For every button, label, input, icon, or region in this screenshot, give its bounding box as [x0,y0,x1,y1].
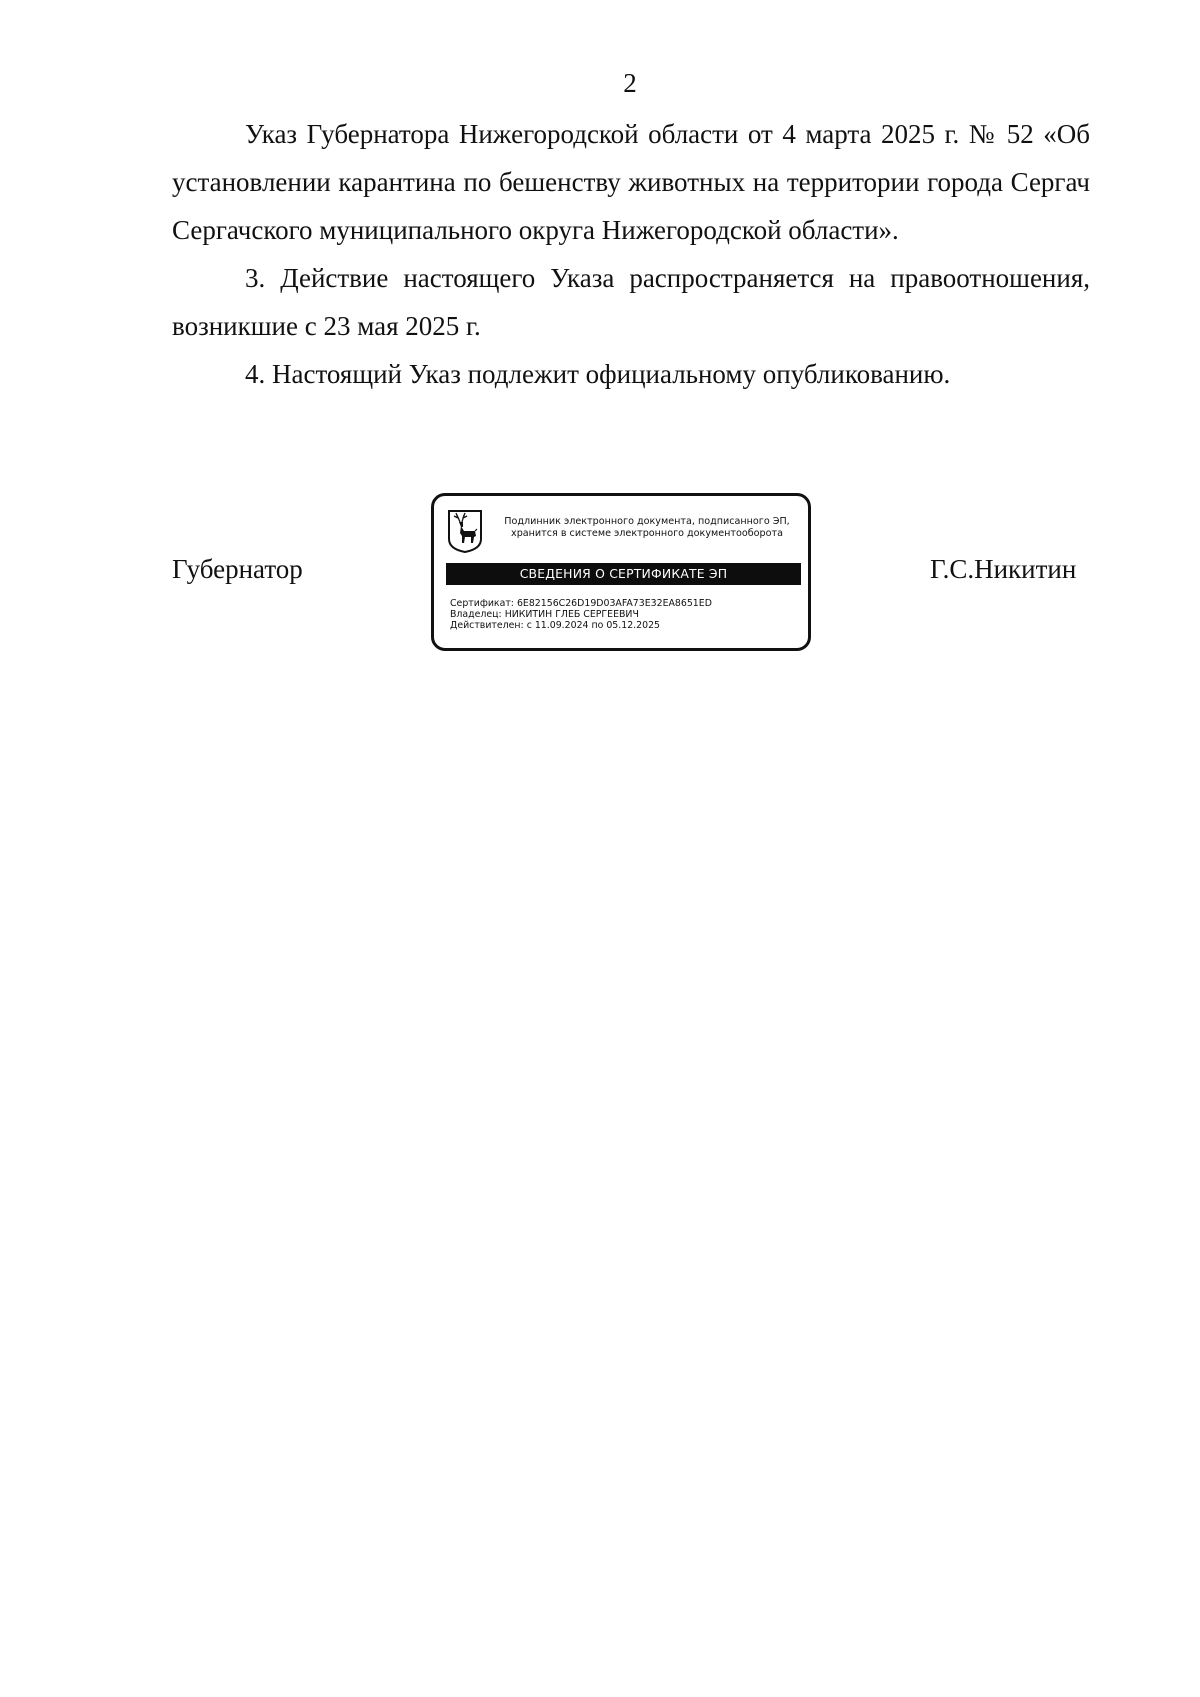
stamp-details [450,598,712,631]
owner-value: НИКИТИН ГЛЕБ СЕРГЕЕВИЧ [504,609,639,620]
signatory-position: Губернатор [172,554,303,584]
page-number: 2 [623,68,637,98]
paragraph-decree-reference: Указ Губернатора Нижегородской области от 4 марта 2025 г. № 52 «Об установлении карантина по бешенству животных на территории города Сергач Сергачского муниципального округа Нижегородской области». [172,119,1090,245]
owner-label: Владелец: [450,609,502,620]
stamp-header-line-1: Подлинник электронного документа, подписанного ЭП, [504,516,790,527]
paragraph-item-3: 3. Действие настоящего Указа распространяется на правоотношения, возникшие с 23 мая 2025 г. [172,263,1090,341]
stamp-header-line-2: хранится в системе электронного документооборота [511,528,783,539]
validity-value: с 11.09.2024 по 05.12.2025 [526,620,661,631]
certificate-label: Сертификат: [450,598,514,609]
electronic-signature-stamp [431,493,811,651]
certificate-row [450,598,712,609]
stamp-title-bar: СВЕДЕНИЯ О СЕРТИФИКАТЕ ЭП [446,563,801,585]
owner-row [450,609,712,620]
document-body [172,110,1090,398]
validity-label: Действителен: [450,620,524,631]
certificate-value: 6E82156C26D19D03AFA73E32EA8651ED [516,598,712,609]
stamp-header [488,516,806,540]
validity-row [450,620,712,631]
paragraph-item-4: 4. Настоящий Указ подлежит официальному опубликованию. [245,359,951,389]
signatory-name: Г.С.Никитин [930,554,1077,584]
deer-emblem-icon [447,509,483,553]
